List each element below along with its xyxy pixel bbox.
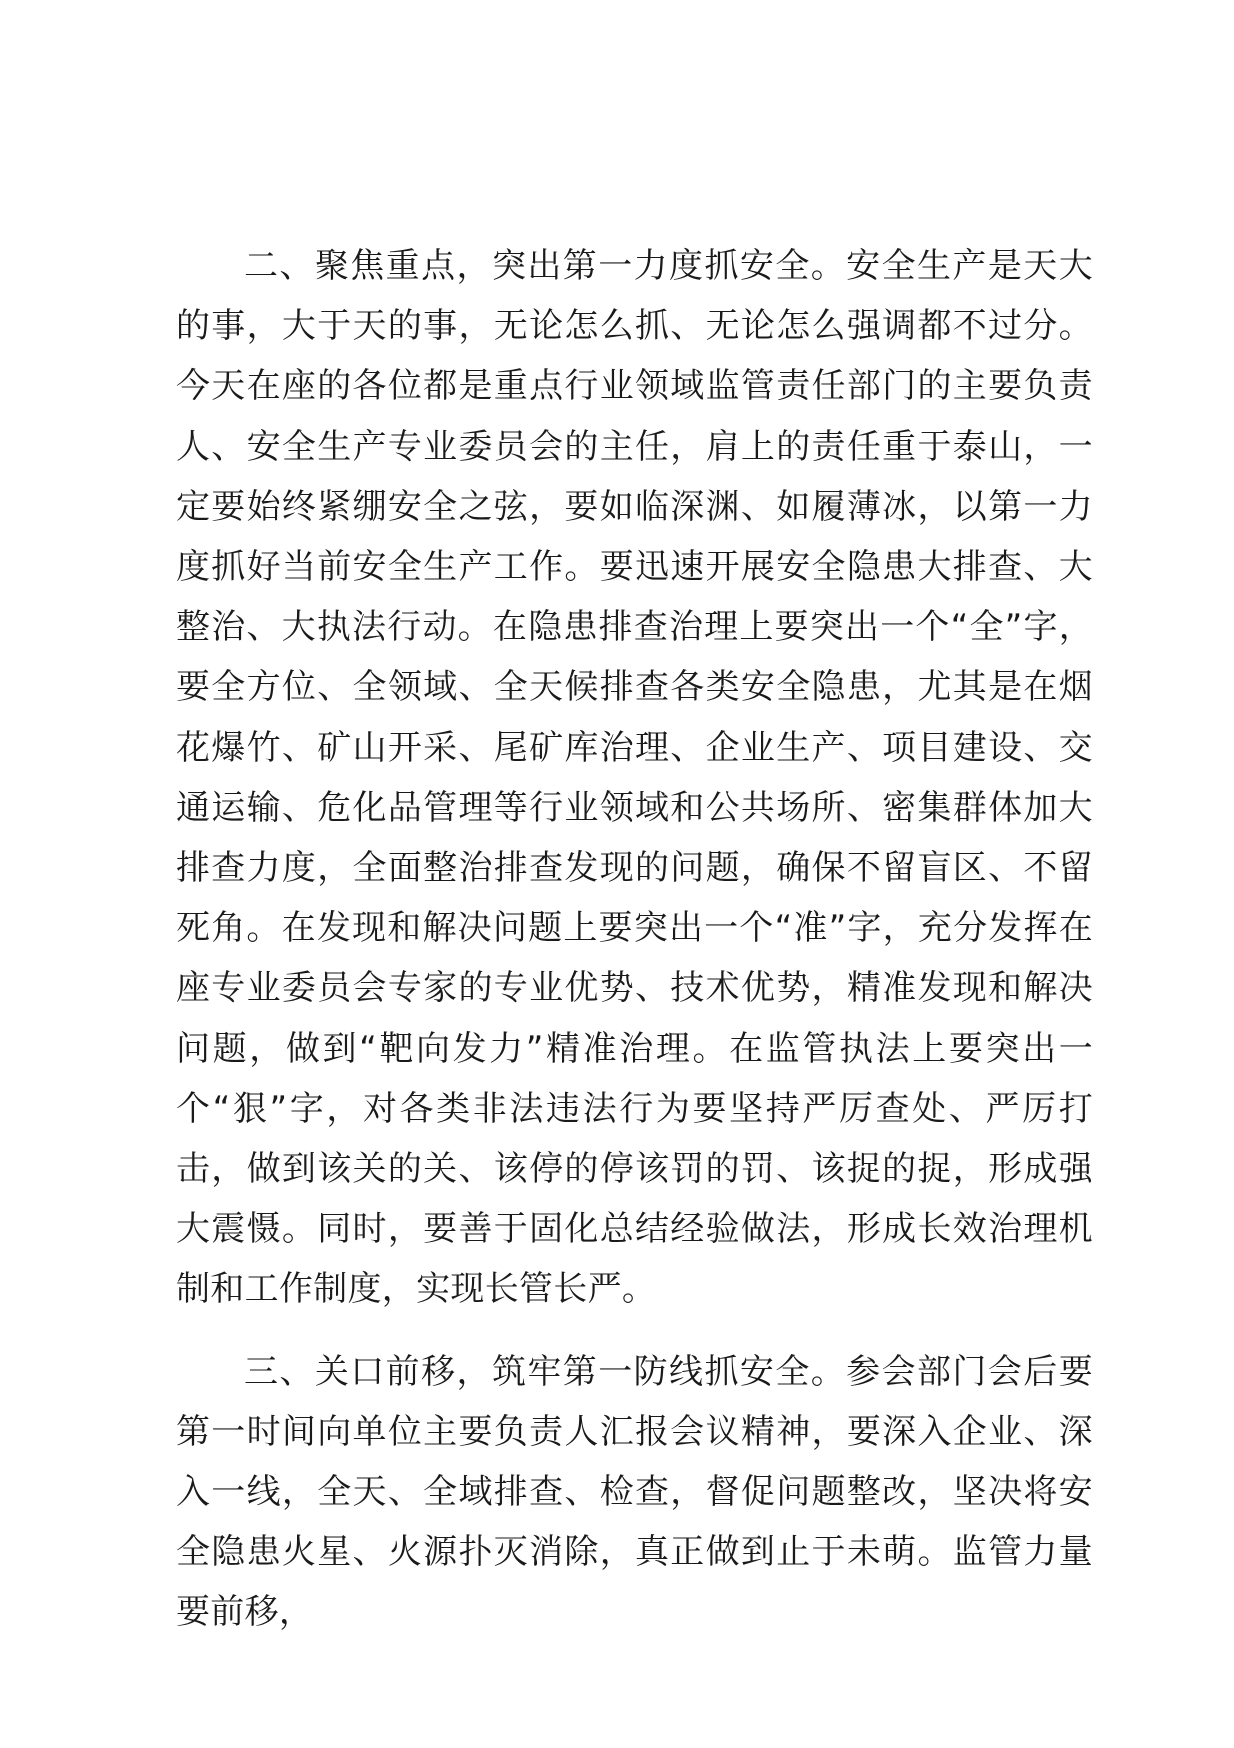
paragraph-focus-key-points: 二、聚焦重点，突出第一力度抓安全。安全生产是天大的事，大于天的事，无论怎么抓、无论怎么强调都不过分。今天在座的各位都是重点行业领域监管责任部门的主要负责人、安全生产专业委员会的主任，肩上的责任重于泰山，一定要始终紧绷安全之弦，要如临深渊、如履薄冰，以第一力度抓好当前安全生产工作。要迅速开展安全隐患大排查、大整治、大执法行动。在隐患排查治理上要突出一个“全”字，要全方位、全领域、全天候排查各类安全隐患，尤其是在烟花爆竹、矿山开采、尾矿库治理、企业生产、项目建设、交通运输、危化品管理等行业领域和公共场所、密集群体加大排查力度，全面整治排查发现的问题，确保不留盲区、不留死角。在发现和解决问题上要突出一个“准”字，充分发挥在座专业委员会专家的专业优势、技术优势，精准发现和解决问题，做到“靶向发力”精准治理。在监管执法上要突出一个“狠”字，对各类非法违法行为要坚持严厉查处、严厉打击，做到该关的关、该停的停该罚的罚、该捉的捉，形成强大震慑。同时，要善于固化总结经验做法，形成长效治理机制和工作制度，实现长管长严。: [176, 246, 1093, 1310]
paragraph-move-checkpoint-forward: 三、关口前移，筑牢第一防线抓安全。参会部门会后要第一时间向单位主要负责人汇报会议精神，要深入企业、深入一线，全天、全域排查、检查，督促问题整改，坚决将安全隐患火星、火源扑灭消除，真正做到止于未萌。监管力量要前移，: [176, 1351, 1093, 1633]
document-body: [176, 236, 1093, 1643]
